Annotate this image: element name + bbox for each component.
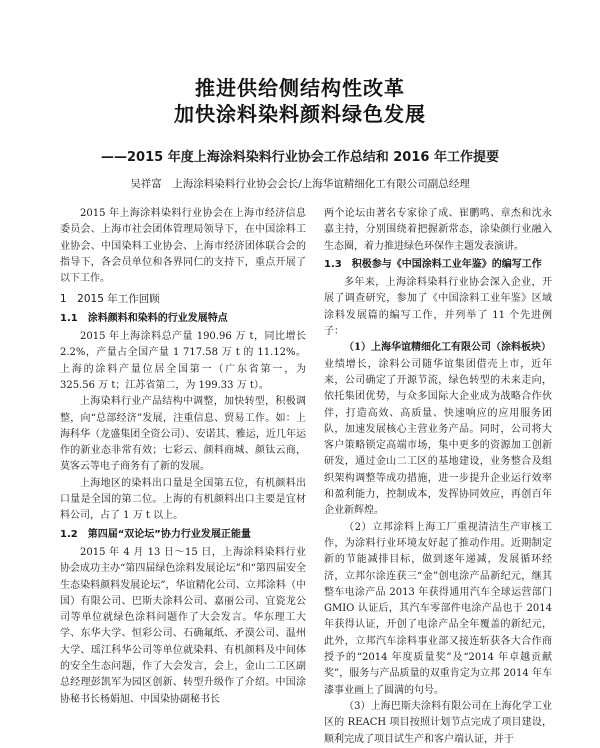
article-title-line2: 加快涂料染料颜料绿色发展 (174, 102, 426, 126)
left-column (60, 206, 306, 708)
section-1-heading: 1 2015 年工作回顾 (60, 293, 160, 306)
item-1-title: （1）上海华谊精细化工有限公司（涂料板块） (344, 342, 551, 354)
article-title-line1: 推进供给侧结构性改革 (195, 76, 405, 100)
paragraph-output: 2015 年上海涂料总产量 190.96 万 t，同比增长 2.2%，产量占全国产量 1 717.58 万 t 的 11.12%。上海的涂料产量位居全国第一（广东省第一，为 325.56 万 t；江苏省第二，为 199.33 万 t）。 (60, 331, 306, 391)
item-1-body: 业绩增长，涂料公司随华谊集团借壳上市，近年来，公司确定了开源节流，绿色转型的未来走向，依托集团优势，与众多国际大企业成为战略合作伙伴，打造高效、高质量、快速响应的应用服务团队，加速发展核心主营业务产品。同时，公司将大客户策略锁定高端市场，集中更多的资源加工创新研发，通过金山二工区的基地建设，业务整合及组织架构调整等成功措施，进一步提升企业运行效率和盈利能力，控制成本，发挥协同效应，再创百年企业新辉煌。 (324, 358, 552, 517)
section-1-1-heading: 1.1 涂料颜料和染料的行业发展特点 (60, 312, 228, 324)
article-subtitle: ——2015 年度上海涂料染料行业协会工作总结和 2016 年工作提要 (101, 150, 499, 165)
author-line: 吴祥富 上海涂料染料行业协会会长/上海华谊精细化工有限公司副总经理 (130, 178, 470, 190)
paragraph-forums: 2015 年 4 月 13 日～15 日，上海涂料染料行业协会成功主办“第四届绿色涂料发展论坛”和“第四届安全生态染料颜料发展论坛”，华谊精化公司、立邦涂料（中国）有限公司、巴斯夫涂料公司、嘉丽公司、宜瓷龙公司等单位就绿色涂料问题作了大会发言。华东理工大学、东华大学、恒彩公司、石确氟纸、矛漠公司、温州大学、瑶江科华公司等单位就染料、有机颜料及中间体的安全生态问题，作了大会发言，会上，金山二工区副总经理彭凯军为园区创新、转型升级作了介绍。中国涂协秘书长杨娟旭、中国染协副秘书长 (60, 546, 306, 705)
intro-paragraph: 2015 年上海涂料染料行业协会在上海市经济信息委员会、上海市社会团体管理局领导下，在中国涂料工业协会、中国染料工业协会、上海市经济团体联合会的指导下，各会员单位和各界同仁的支持下，重点开展了以下工作。 (60, 208, 306, 285)
item-2-paragraph: （2）立邦涂料上海工厂重视清洁生产审核工作，为涂料行业环境友好起了推动作用。近期制定新的节能减排目标，做到逐年递减，发展循环经济，立邦尔涂连获三“金”创电涂产品新纪元，继其整车电涂产品 2013 年获得通用汽车全球运营部门 GMIO 认证后，其汽车零部件电涂产品也于 2014 年获得认证，开创了电涂产品全年覆盖的新纪元，此外，立邦汽车涂料事业部又接连斩获各大合作商授予的“2014 年度质量奖”及“2014 年卓越贡献奖”，服务与产品质量的双重肯定为立邦 2014 年车漆事业画上了圆满的句号。 (324, 521, 552, 696)
right-column (324, 206, 552, 748)
section-1-2-heading: 1.2 第四届“双论坛”协力行业发展正能量 (60, 528, 251, 540)
item-1-heading (324, 340, 552, 356)
item-3-paragraph: （3）上海巴斯夫涂料有限公司在上海化学工业区的 REACH 项目按照计划节点完成了项目建设，顺利完成了项目试生产和客户端认证，并于 (324, 700, 552, 745)
section-1-3-heading: 1.3 积极参与《中国涂料工业年鉴》的编写工作 (324, 258, 542, 270)
paragraph-export: 上海地区的染料出口量是全国第五位，有机颜料出口量是全国的第二位。上海的有机颜料出口主要是宜材料公司，占了 1 万 t 以上。 (60, 477, 306, 522)
paragraph-forum-hosts: 两个论坛由著名专家徐了成、崔鹏鸣、章杰和沈永嘉主持，分别围绕着把握新常态，涂染颜行业融入生态圈，着力推进绿色环保作主题发表演讲。 (324, 208, 552, 252)
paragraph-yearbook: 多年来，上海涂料染料行业协会深入企业，开展了调查研究，参加了《中国涂料工业年鉴》区域涂料发展篇的编写工作，并列举了 11 个先进例子： (324, 277, 552, 338)
paragraph-dye-industry: 上海染料行业产品结构中调整，加快转型，积极调整，向“总部经济”发展，注重信息、贸易工作。如：上海科华（龙盛集团全资公司）、安诺其、雅运，近几年运作的新业态非常有效；七彩云、颜料商城、颜钛云商，莫客云等电子商务有了新的发展。 (60, 396, 306, 473)
